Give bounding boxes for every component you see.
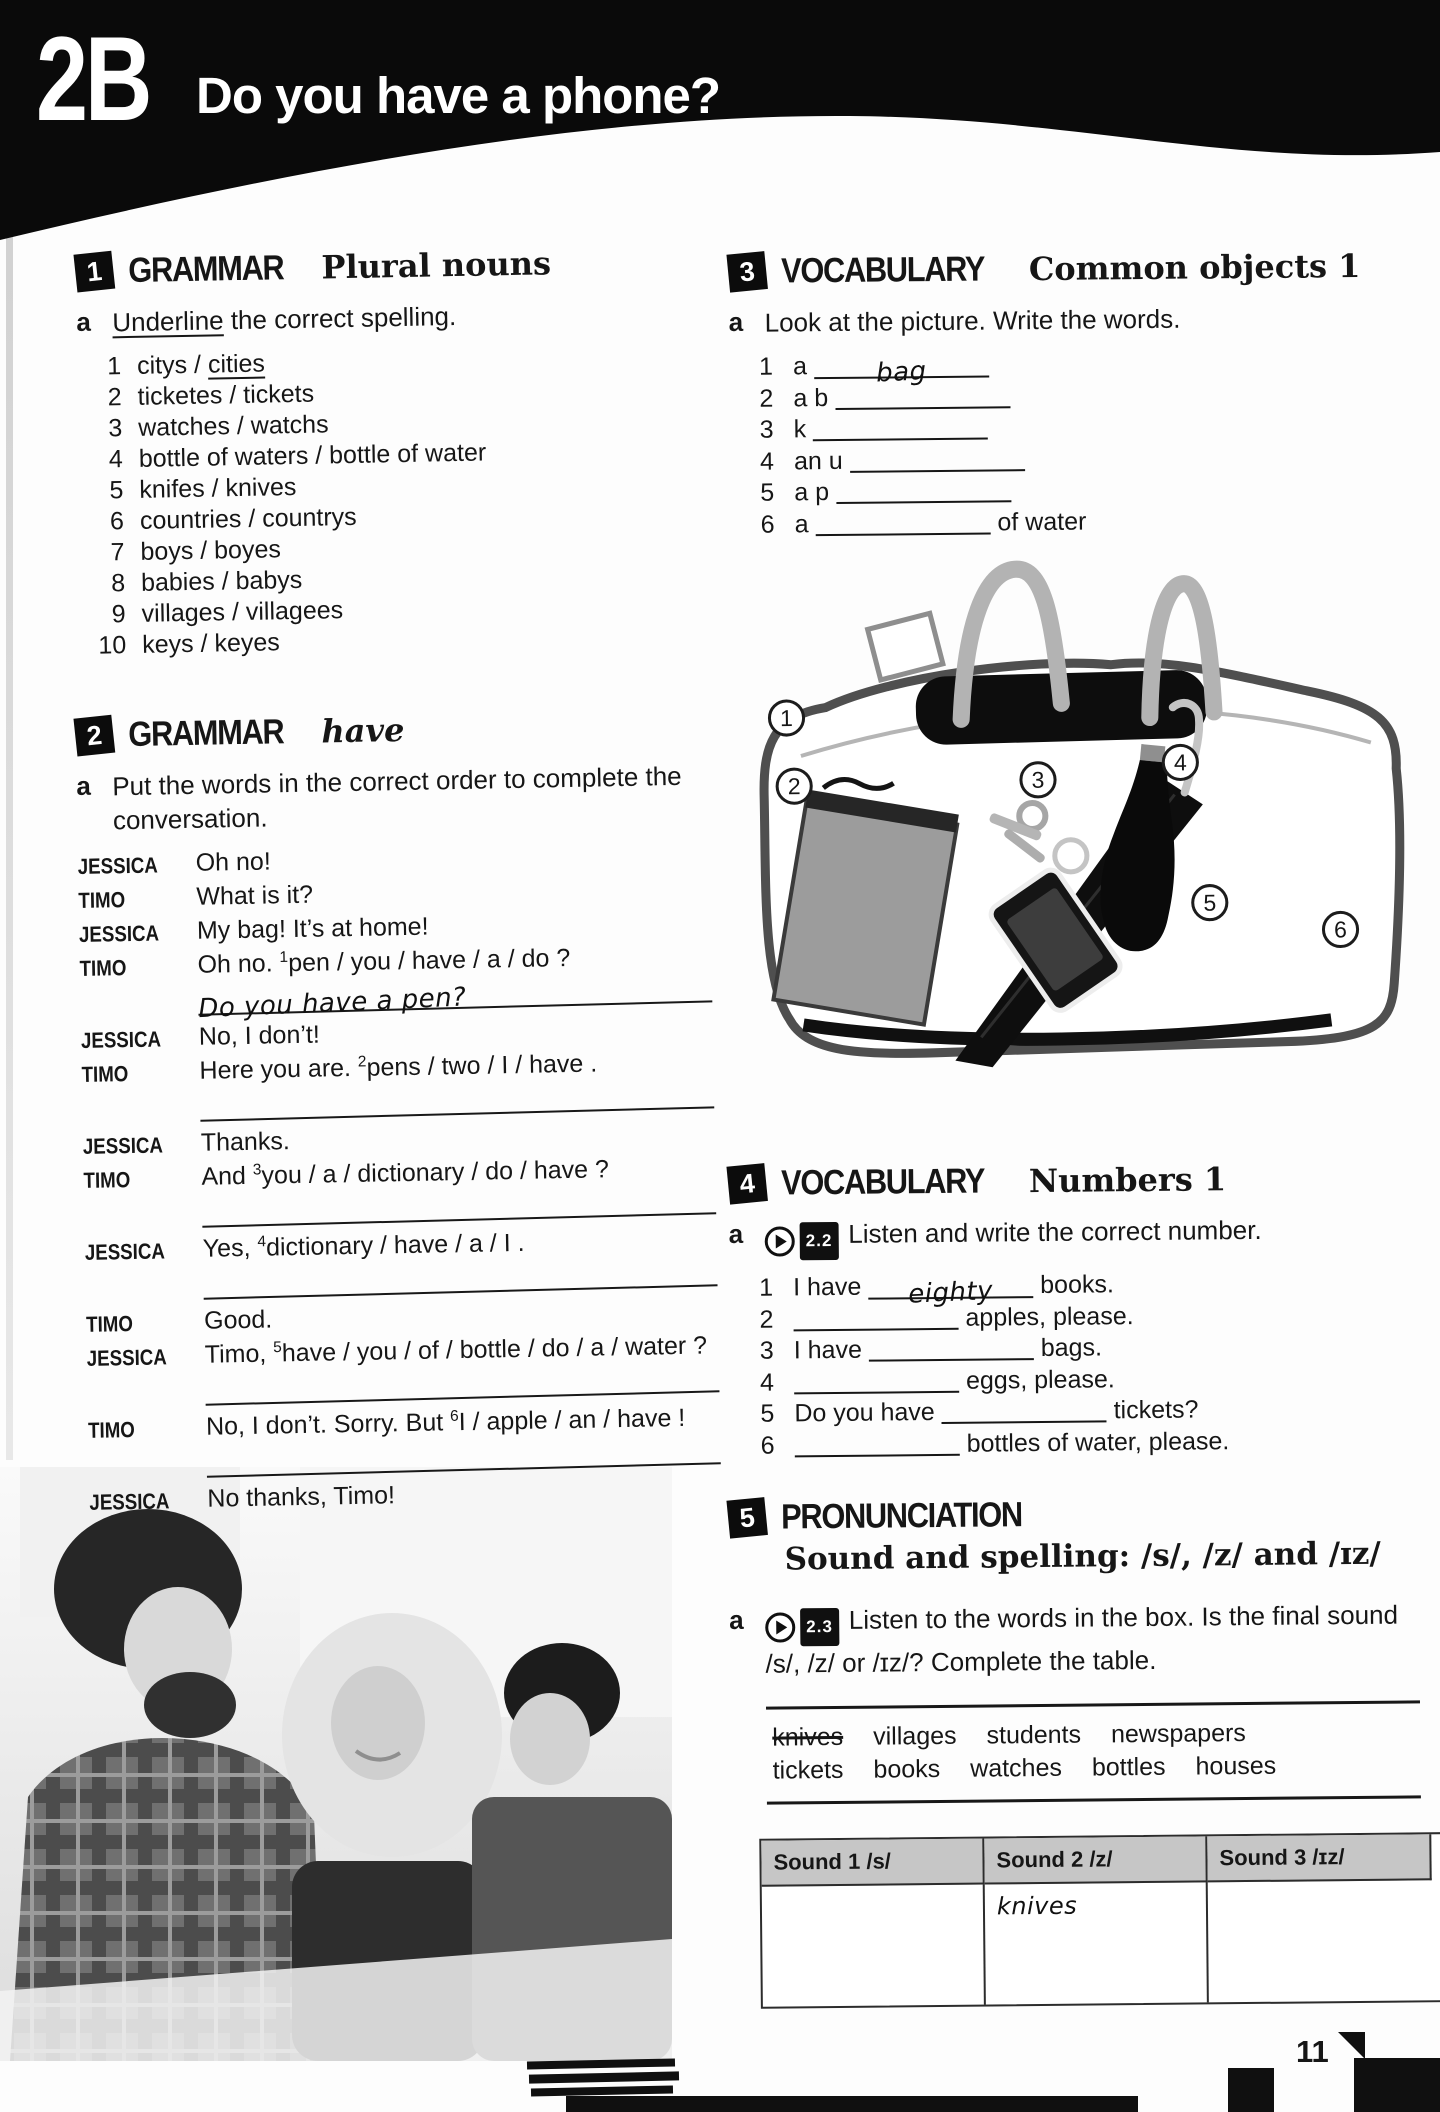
speaker-name: TIMO <box>87 1417 136 1443</box>
task-a <box>729 1211 1429 1261</box>
svg-text:5: 5 <box>1203 889 1217 916</box>
task-letter: a <box>729 1604 744 1635</box>
dialog-text: No thanks, Timo! <box>207 1481 396 1513</box>
unit-title: Do you have a phone? <box>196 67 721 124</box>
task-instruction <box>112 295 697 340</box>
task-a <box>76 759 683 838</box>
dialog-text: What is it? <box>196 880 314 911</box>
section-category: GRAMMAR <box>127 248 284 291</box>
item-body <box>795 1424 1431 1462</box>
write-line <box>836 478 1011 504</box>
item-post: eggs, please. <box>965 1364 1115 1395</box>
section-category: GRAMMAR <box>127 712 284 755</box>
item-number: 5 <box>109 476 124 505</box>
answer-line <box>200 1082 715 1121</box>
scan-gutter-shadow <box>6 180 13 1460</box>
item-post: of water <box>997 507 1087 536</box>
answer-line <box>197 976 713 1025</box>
item-number: 4 <box>108 445 124 474</box>
man-left-beard <box>144 1672 236 1738</box>
conversation <box>77 838 721 1517</box>
dialog-row <box>85 1224 717 1268</box>
section-topic: Plural nouns <box>321 244 552 287</box>
item-post: apples, please. <box>965 1301 1134 1332</box>
handwritten-answer: bag <box>875 356 928 389</box>
write-line <box>869 1336 1034 1362</box>
item-post: tickets? <box>1113 1395 1199 1425</box>
dialog-text: Thanks. <box>200 1127 291 1157</box>
table-cell-sound2 <box>985 1882 1209 2004</box>
answer-line <box>206 1438 721 1477</box>
item-pre: a p <box>794 478 830 507</box>
item-pre: k <box>793 415 807 444</box>
task-instruction: Look at the picture. Write the words. <box>764 303 1181 338</box>
vocab-item <box>760 503 1430 541</box>
item-number: 5 <box>760 478 775 507</box>
speaker-name: TIMO <box>78 887 126 913</box>
item-number: 3 <box>759 415 774 444</box>
section-number-badge: 2 <box>73 715 115 757</box>
sounds-table <box>759 1832 1440 2009</box>
item-number: 6 <box>109 507 125 536</box>
item-pre: I have <box>793 1272 862 1302</box>
speaker-name: TIMO <box>85 1311 134 1337</box>
instruction-underlined-word: Underline <box>112 305 224 338</box>
item-pre: Do you have <box>794 1398 935 1428</box>
task-instruction <box>765 1211 1429 1260</box>
section-number-badge: 4 <box>726 1163 767 1204</box>
item-body <box>794 503 1430 541</box>
svg-text:2: 2 <box>787 773 801 800</box>
dialog-text: No, I don’t! <box>198 1020 321 1051</box>
section-vocabulary-numbers <box>728 1157 1431 1462</box>
page-number: 11 <box>1296 2034 1329 2069</box>
item-text: knifes / knives <box>139 472 297 504</box>
write-line <box>868 1274 1033 1310</box>
item-number: 5 <box>760 1399 775 1428</box>
section-topic: Numbers 1 <box>1028 1160 1227 1201</box>
handwritten-answer: knives <box>996 1891 1078 1921</box>
item-number: 6 <box>760 510 775 539</box>
spelling-list <box>83 341 703 662</box>
section-grammar-have <box>75 704 722 1519</box>
dialog-pre: Timo, <box>204 1339 274 1369</box>
scramble-number: 1 <box>279 948 289 966</box>
item-number: 9 <box>111 600 126 629</box>
write-line <box>813 416 988 442</box>
item-number: 4 <box>759 447 775 476</box>
item-choice: citys / <box>136 350 209 380</box>
word: tickets <box>772 1755 844 1785</box>
picture-label-6 <box>1323 912 1357 946</box>
task-a <box>729 1597 1440 1681</box>
item-number: 2 <box>759 384 774 413</box>
speaker-name: JESSICA <box>86 1344 168 1371</box>
section-number-badge: 5 <box>726 1497 767 1538</box>
word: newspapers <box>1110 1719 1246 1749</box>
scrambled-words: pens / two / I / have . <box>366 1049 598 1082</box>
section-pronunciation <box>728 1491 1440 2009</box>
item-pre: an u <box>793 446 843 475</box>
page-corner-triangle-icon <box>1338 2032 1365 2059</box>
scrambled-words: have / you / of / bottle / do / a / water ? <box>281 1331 708 1368</box>
dialog-text: Oh no! <box>195 847 272 877</box>
answer-line <box>205 1366 720 1405</box>
write-line <box>794 1368 959 1394</box>
speaker-name: TIMO <box>79 955 127 981</box>
task-letter: a <box>76 770 92 801</box>
speaker-name: JESSICA <box>82 1132 164 1159</box>
item-number: 1 <box>106 352 122 381</box>
section-header <box>728 1491 1440 1538</box>
table-cell-sound1 <box>762 1885 986 2007</box>
item-number: 7 <box>110 538 125 567</box>
picture-label-3 <box>1021 763 1055 797</box>
write-line <box>942 1398 1107 1424</box>
item-number: 2 <box>759 1305 774 1334</box>
picture-label-4 <box>1163 745 1197 779</box>
audio-track-badge: 2.3 <box>800 1608 839 1646</box>
handwritten-answer: eighty <box>907 1275 994 1310</box>
scramble-number: 3 <box>252 1161 262 1179</box>
write-line <box>850 447 1025 473</box>
answer-line <box>203 1260 718 1299</box>
section-header <box>75 704 708 756</box>
instruction-rest: the correct spelling. <box>223 301 457 336</box>
unit-banner <box>0 0 1440 246</box>
dialog-text: My bag! It’s at home! <box>196 912 429 945</box>
audio-player <box>765 1222 839 1261</box>
word: students <box>986 1720 1082 1750</box>
svg-text:3: 3 <box>1031 766 1045 793</box>
word: watches <box>970 1753 1063 1783</box>
task-letter: a <box>76 306 92 337</box>
item-text: villages / villagees <box>141 596 344 628</box>
item-post: bags. <box>1040 1333 1103 1363</box>
item-post: bottles of water, please. <box>966 1426 1230 1458</box>
section-header <box>728 1157 1428 1204</box>
item-text: countries / countrys <box>139 502 357 535</box>
svg-text:1: 1 <box>779 704 794 732</box>
write-line <box>815 510 990 536</box>
task-a <box>76 295 697 340</box>
dialog-text <box>201 1152 716 1193</box>
write-line <box>795 1431 960 1457</box>
speaker-name: TIMO <box>83 1167 131 1193</box>
audio-track-badge: 2.2 <box>800 1222 839 1260</box>
item-pre: a <box>792 352 808 381</box>
dialog-text <box>197 940 712 981</box>
scrambled-words: I / apple / an / have ! <box>458 1403 686 1437</box>
bottom-bar <box>566 2096 1138 2112</box>
item-post: books. <box>1040 1270 1114 1300</box>
speaker-name: JESSICA <box>80 1026 162 1053</box>
section-subtitle: Sound and spelling: /s/, /z/ and /ɪz/ <box>784 1535 1381 1578</box>
item-text: keys / keyes <box>141 628 281 659</box>
unit-code: 2B <box>36 12 150 146</box>
section-vocabulary-common-objects <box>728 245 1431 541</box>
dialog-pre: No, I don’t. Sorry. But <box>205 1408 451 1441</box>
section-grammar-plural-nouns <box>75 241 702 662</box>
item-number: 1 <box>759 1273 774 1302</box>
section-category: VOCABULARY <box>780 1161 985 1203</box>
man-right-face <box>510 1693 590 1785</box>
task-instruction: Put the words in the correct order to complete the conversation. <box>112 760 682 836</box>
dialog-row <box>88 1402 720 1446</box>
corner-block-right <box>1354 2058 1440 2112</box>
item-text: boys / boyes <box>140 535 282 566</box>
task-letter: a <box>728 1218 744 1249</box>
luggage-tag <box>868 613 943 680</box>
play-icon <box>765 1226 795 1256</box>
book-stack-bar <box>529 2071 679 2083</box>
book <box>773 790 958 1025</box>
word-crossed-out: knives <box>772 1722 844 1752</box>
dialog-pre: Here you are. <box>199 1053 359 1085</box>
item-pre: I have <box>793 1335 863 1365</box>
picture-label-5 <box>1193 885 1227 919</box>
word-box <box>766 1700 1421 1804</box>
instruction-text: Listen and write the correct number. <box>848 1214 1262 1249</box>
number-item-list <box>759 1266 1431 1461</box>
task-a <box>729 299 1429 340</box>
table-header-sound1: Sound 1 /s/ <box>761 1839 984 1887</box>
section-header <box>728 245 1428 292</box>
item-text: bottle of waters / bottle of water <box>138 438 487 473</box>
item-number: 8 <box>110 569 126 598</box>
bag-illustration <box>726 549 1439 1118</box>
scramble-number: 6 <box>449 1407 459 1425</box>
book-stack-bar <box>531 2086 673 2097</box>
play-icon <box>765 1612 795 1642</box>
item-number: 10 <box>98 631 127 660</box>
section-topic: have <box>321 710 405 751</box>
section-category: PRONUNCIATION <box>780 1495 1023 1537</box>
word: villages <box>873 1721 957 1751</box>
word-box-row <box>772 1748 1414 1787</box>
svg-text:6: 6 <box>1333 916 1348 943</box>
section-number-badge: 3 <box>726 251 767 292</box>
item-pre: a b <box>793 383 829 412</box>
item-text: ticketes / tickets <box>137 379 315 411</box>
word: books <box>873 1754 941 1784</box>
scramble-number: 5 <box>272 1338 282 1357</box>
instruction-line1: Listen to the words in the box. Is the final sound <box>848 1599 1399 1635</box>
table-header-sound2: Sound 2 /z/ <box>984 1836 1207 1884</box>
object-word-list <box>759 345 1431 540</box>
dialog-pre: Yes, <box>202 1233 258 1263</box>
dialog-pre: Oh no. <box>197 949 280 979</box>
item-pre: a <box>794 509 809 538</box>
item-number: 1 <box>758 352 774 381</box>
dialog-text: Good. <box>203 1305 273 1335</box>
woman-face <box>331 1666 425 1780</box>
word: bottles <box>1091 1752 1166 1782</box>
audio-player <box>765 1608 839 1647</box>
dialog-text <box>206 1402 721 1443</box>
scramble-number: 2 <box>357 1053 367 1071</box>
word: houses <box>1195 1751 1277 1781</box>
speaker-name: TIMO <box>81 1061 129 1087</box>
dialog-text <box>199 1046 714 1087</box>
section-category: VOCABULARY <box>780 249 985 291</box>
item-number: 3 <box>108 414 123 443</box>
table-cell-sound3 <box>1208 1880 1433 2002</box>
task-instruction <box>765 1597 1440 1680</box>
section-topic: Common objects 1 <box>1028 246 1361 289</box>
write-line <box>814 354 989 389</box>
answer-line <box>202 1188 717 1227</box>
item-number: 6 <box>760 1431 775 1460</box>
item-number: 2 <box>107 383 122 412</box>
section-number-badge: 1 <box>73 251 115 293</box>
item-text: watches / watchs <box>137 410 329 442</box>
speaker-name: JESSICA <box>77 852 159 879</box>
picture-label-2 <box>777 769 811 803</box>
item-number: 4 <box>759 1368 775 1397</box>
dialog-pre: And <box>201 1161 254 1191</box>
students-photo <box>0 1467 672 2061</box>
scrambled-words: dictionary / have / a / I . <box>265 1228 525 1262</box>
picture-label-1 <box>769 701 803 735</box>
handwritten-answer: Do you have a pen? <box>197 982 468 1025</box>
table-header-sound3: Sound 3 /ɪz/ <box>1207 1834 1431 1882</box>
item-text: babies / babys <box>140 565 303 597</box>
vocab-item <box>761 1424 1431 1462</box>
scrambled-words: pen / you / have / a / do ? <box>287 943 571 978</box>
speaker-name: JESSICA <box>84 1238 166 1265</box>
instruction-line2: /s/, /z/ or /ɪz/? Complete the table. <box>765 1644 1157 1679</box>
speaker-name: JESSICA <box>89 1488 170 1515</box>
item-underlined-answer: cities <box>207 349 266 379</box>
speaker-name: JESSICA <box>78 920 160 947</box>
corner-block-left <box>1228 2068 1274 2112</box>
task-letter: a <box>728 306 744 337</box>
section-header <box>75 241 696 292</box>
scramble-number: 4 <box>257 1233 267 1251</box>
dialog-text <box>204 1330 719 1371</box>
svg-text:4: 4 <box>1173 749 1187 776</box>
dialog-text <box>203 1224 718 1265</box>
scrambled-words: you / a / dictionary / do / have ? <box>261 1155 610 1190</box>
item-number: 3 <box>759 1336 774 1365</box>
book-stack-bar <box>527 2058 675 2069</box>
